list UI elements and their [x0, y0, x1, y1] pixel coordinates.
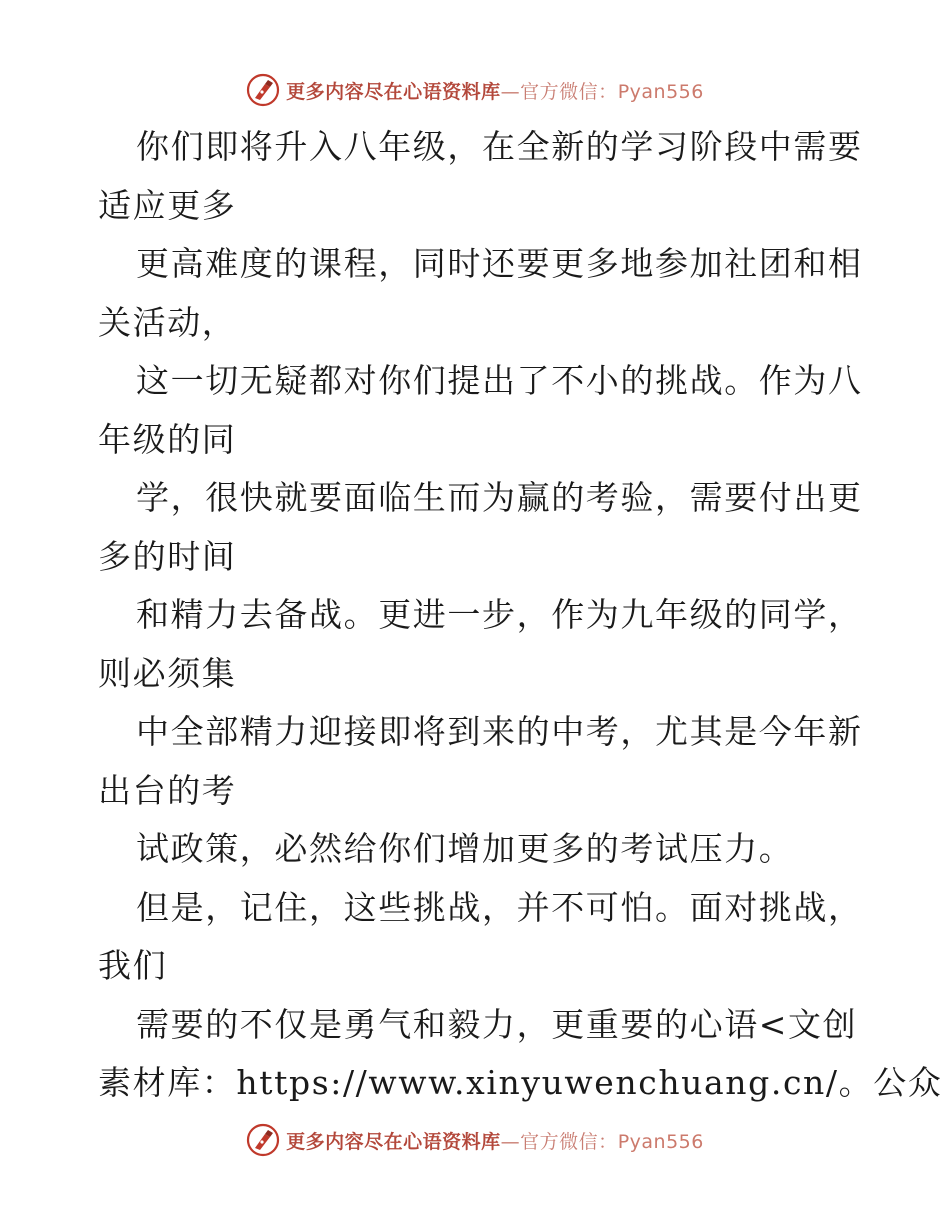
watermark-dash: — [500, 1130, 521, 1153]
paragraph-line: 和精力去备战。更进一步，作为九年级的同学， [136, 595, 863, 634]
pen-nib-logo-icon [246, 73, 280, 107]
watermark-site: 更多内容尽在心语资料库 [286, 80, 501, 103]
paragraph-line: 则必须集 [98, 653, 237, 693]
paragraph-line: 年级的同 [98, 419, 237, 459]
document-body [98, 118, 943, 1113]
paragraph-line: 但是，记住，这些挑战，并不可怕。面对挑战， [136, 887, 863, 927]
paragraph-line: 试政策，必然给你们增加更多的考试压力。 [136, 829, 794, 868]
paragraph-line: 需要的不仅是勇气和毅力，更重要的心语<文创 [136, 1004, 858, 1044]
footer-watermark [0, 1120, 950, 1160]
paragraph-line: 这一切无疑都对你们提出了不小的挑战。作为八 [136, 361, 863, 400]
watermark-text [286, 77, 704, 104]
watermark-wechat-id: Pyan556 [617, 80, 704, 103]
paragraph-line: 更高难度的课程，同时还要更多地参加社团和相 [136, 244, 863, 283]
paragraph-line: 适应更多 [98, 185, 237, 225]
watermark-site: 更多内容尽在心语资料库 [286, 1130, 501, 1153]
paragraph-line: 你们即将升入八年级，在全新的学习阶段中需要 [136, 127, 863, 166]
watermark-dash: — [500, 80, 521, 103]
header-watermark [0, 70, 950, 110]
paragraph-line: 学，很快就要面临生而为赢的考验，需要付出更 [136, 478, 863, 517]
paragraph-line: 出台的考 [98, 770, 237, 810]
watermark-wechat-label: 官方微信： [520, 1130, 618, 1153]
paragraph-line: 中全部精力迎接即将到来的中考，尤其是今年新 [136, 712, 863, 751]
paragraph-line: 多的时间 [98, 536, 237, 576]
pen-nib-logo-icon [246, 1123, 280, 1157]
watermark-wechat-label: 官方微信： [520, 80, 618, 103]
paragraph-line: 我们 [98, 946, 168, 985]
paragraph-line: 关活动， [98, 302, 237, 342]
paragraph-line: 素材库：https://www.xinyuwenchuang.cn/。公众 [98, 1063, 943, 1102]
watermark-text [286, 1127, 704, 1154]
watermark-wechat-id: Pyan556 [617, 1130, 704, 1153]
